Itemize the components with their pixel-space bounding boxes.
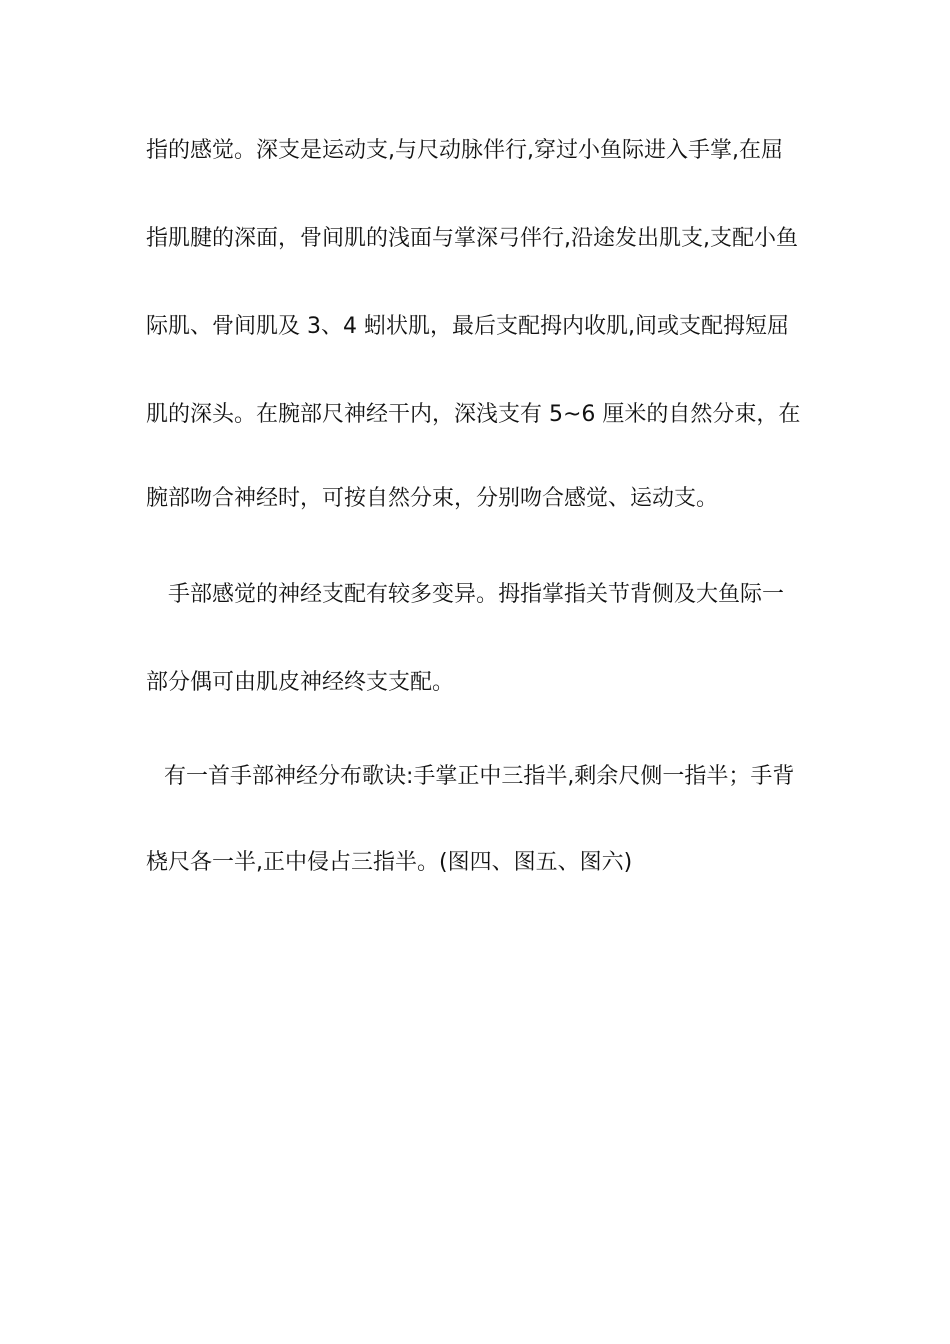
text-line-5: 腕部吻合神经时，可按自然分束，分别吻合感觉、运动支。 [146,486,719,511]
text-line-9: 桡尺各一半,正中侵占三指半。(图四、图五、图六) [146,850,633,875]
text-line-1: 指的感觉。深支是运动支,与尺动脉伴行,穿过小鱼际进入手掌,在屈 [146,138,783,163]
text-line-8: 有一首手部神经分布歌诀:手掌正中三指半,剩余尺侧一指半；手背 [164,764,795,789]
text-line-7: 部分偶可由肌皮神经终支支配。 [146,670,455,695]
text-line-2: 指肌腱的深面，骨间肌的浅面与掌深弓伴行,沿途发出肌支,支配小鱼 [146,226,798,251]
text-line-3: 际肌、骨间肌及 3、4 蚓状肌，最后支配拇内收肌,间或支配拇短屈 [146,314,789,339]
text-line-4: 肌的深头。在腕部尺神经干内，深浅支有 5~6 厘米的自然分束，在 [146,402,801,427]
text-line-6: 手部感觉的神经支配有较多变异。拇指掌指关节背侧及大鱼际一 [168,582,785,607]
